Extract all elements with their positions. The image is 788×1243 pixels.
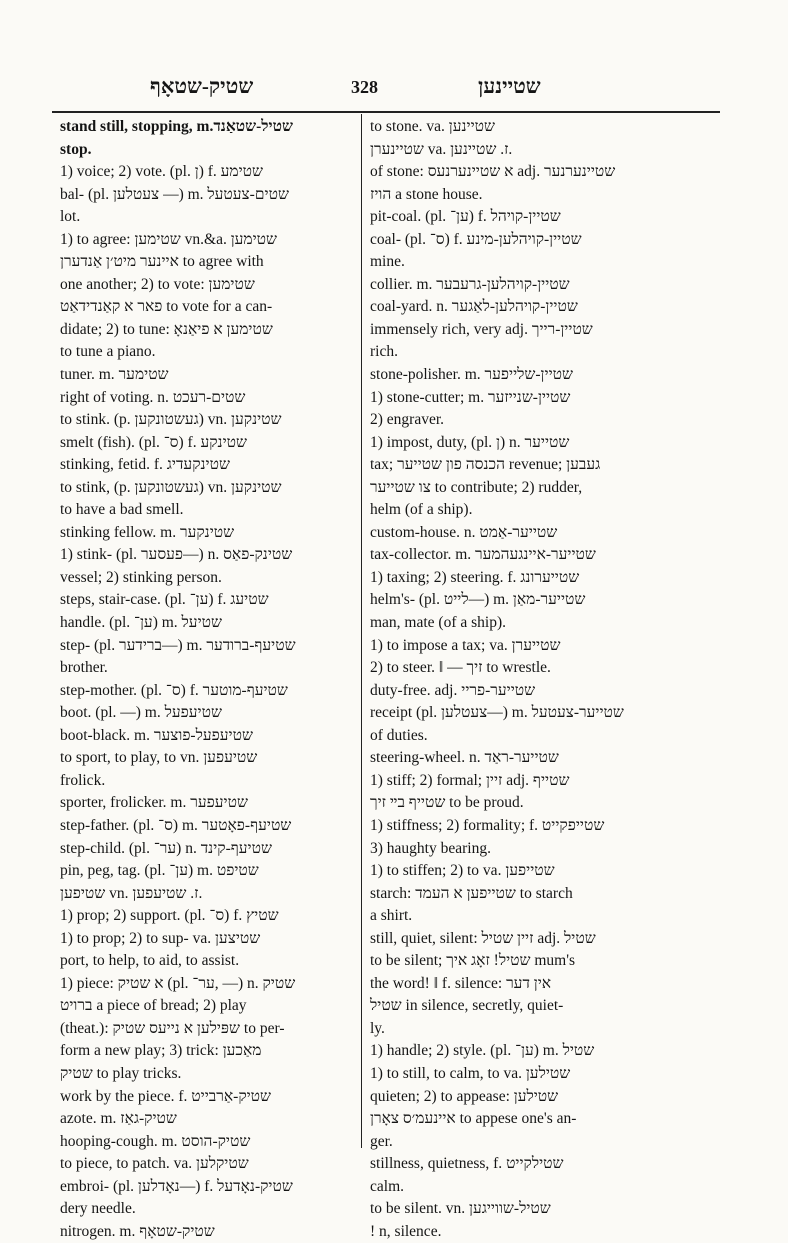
dictionary-line: 1) stink- (pl. פעסער—) n. שטינק-פאַס [60,546,293,564]
dictionary-line: brother. [60,659,108,677]
dictionary-line: bal- (pl. צעטלען —) m. שטים-צעטעל [60,185,289,203]
dictionary-line: 1) handle; 2) style. (pl. ען־) m. שטיל [370,1042,595,1060]
dictionary-line: to tune a piano. [60,343,156,361]
dictionary-line: smelt (fish). (pl. ס־) f. שטינקע [60,433,247,451]
dictionary-line: frolick. [60,771,106,789]
dictionary-line: immensely rich, very adj. שטיין-רייך [370,320,593,338]
dictionary-line: handle. (pl. ען־) m. שטיעל [60,614,222,632]
dictionary-line: 1) impost, duty, (pl. ן) n. שטייער [370,433,570,451]
dictionary-line: to stink, (p. געשטונקען) vn. שטינקען [60,478,282,496]
dictionary-line: embroi- (pl. נאָדלען—) f. שטיק-נאָדעל [60,1177,293,1195]
dictionary-line: steps, stair-case. (pl. ען־) f. שטיעג [60,591,269,609]
dictionary-line: stop. [60,140,92,158]
dictionary-line: boot-black. m. שטיעפעל-פוצער [60,726,253,744]
dictionary-line: tax; הכנסה פון שטייער revenue; געבען [370,456,601,474]
dictionary-line: to be silent; שטיל! זאָג איך mum's [370,952,576,970]
dictionary-line: pit-coal. (pl. ען־) f. שטיין-קויהל [370,208,561,226]
dictionary-line: starch: שטייפען א העמד to starch [370,884,573,902]
dictionary-line: of duties. [370,726,428,744]
dictionary-line: still, quiet, silent: זיין שטיל adj. שטיל [370,929,596,947]
dictionary-line: stand still, stopping, m.שטיל-שטאַנד [60,118,293,135]
dictionary-line: 1) taxing; 2) steering. f. שטייערונג [370,568,580,586]
dictionary-line: step-child. (pl. ער־) n. שטיעף-קינד [60,839,272,857]
dictionary-line: receipt (pl. צעטלען—) m. שטייער-צעטעל [370,704,624,722]
dictionary-line: to have a bad smell. [60,501,184,519]
dictionary-line: coal-yard. n. שטיין-קויהלען-לאַגער [370,298,578,316]
dictionary-line: 2) engraver. [370,411,445,429]
dictionary-line: dery needle. [60,1200,136,1218]
dictionary-line: ! n, silence. [370,1222,442,1240]
dictionary-line: איינעמ׳ס צאָרן to appese one's an- [370,1110,577,1128]
dictionary-line: שטיינערן va. ז. שטיינען. [370,140,513,158]
dictionary-line: quieten; 2) to appease: שטילען [370,1087,559,1105]
dictionary-line: mine. [370,253,405,271]
dictionary-line: הויז a stone house. [370,185,483,203]
dictionary-line: 1) to stiffen; 2) to va. שטייפען [370,862,555,880]
dictionary-line: one another; 2) to vote: שטימען [60,275,255,293]
dictionary-line: שטייף בײ זיך to be proud. [370,794,524,812]
dictionary-line: 1) to still, to calm, to va. שטילען [370,1064,571,1082]
dictionary-line: 2) to steer. ‖ — זיך to wrestle. [370,659,551,677]
dictionary-line: of stone: א שטיינערנעס adj. שטיינערנער [370,163,616,181]
dictionary-line: sporter, frolicker. m. שטיעפער [60,794,248,812]
right-column [370,116,652,1243]
dictionary-line: to piece, to patch. va. שטיקלען [60,1155,249,1173]
dictionary-line: azote. m. שטיק-גאַז [60,1110,177,1128]
left-column [60,116,356,1243]
column-divider [361,114,362,1148]
dictionary-line: 1) voice; 2) vote. (pl. ן) f. שטימע [60,163,264,181]
dictionary-line: 1) prop; 2) support. (pl. ס־) f. שטיץ [60,907,279,925]
dictionary-line: boot. (pl. —) m. שטיעפעל [60,704,222,722]
dictionary-line: שטיל in silence, secretly, quiet- [370,997,564,1015]
running-head-right: שטיינען [478,74,541,98]
dictionary-line: man, mate (of a ship). [370,614,507,632]
dictionary-line: to sport, to play, to vn. שטיעפען [60,749,258,767]
dictionary-line: ברויט a piece of bread; 2) play [60,997,247,1015]
dictionary-line: work by the piece. f. שטיק-אַרבייט [60,1087,272,1105]
dictionary-line: ly. [370,1019,385,1037]
running-head-left: שטיק-שטאָף [150,74,254,98]
dictionary-line: vessel; 2) stinking person. [60,568,222,586]
dictionary-line: port, to help, to aid, to assist. [60,952,240,970]
dictionary-line: tax-collector. m. שטייער-איינגעהמער [370,546,596,564]
dictionary-line: steering-wheel. n. שטייער-ראַד [370,749,559,767]
dictionary-line: stinking fellow. m. שטינקער [60,523,235,541]
dictionary-line: a shirt. [370,907,413,925]
dictionary-line: צו שטייער to contribute; 2) rudder, [370,478,583,496]
dictionary-line: 1) to agree: שטימען vn.&a. שטימען [60,230,278,248]
dictionary-line: to stone. va. שטיינען [370,118,496,135]
dictionary-line: 1) piece: א שטיק (pl. ער־, —) n. שטיק [60,974,296,992]
dictionary-line: step-mother. (pl. ס־) f. שטיעף-מוטער [60,681,288,699]
dictionary-line: איינער מיט׳ן אַנדערן to agree with [60,253,264,271]
dictionary-line: step-father. (pl. ס־) m. שטיעף-פאָטער [60,816,292,834]
dictionary-line: helm (of a ship). [370,501,473,519]
dictionary-line: to be silent. vn. שטיל-שווייגען [370,1200,551,1218]
dictionary-line: 1) to impose a tax; va. שטייערן [370,636,561,654]
dictionary-line: step- (pl. ברידער—) m. שטיעף-ברודער [60,636,296,654]
dictionary-line: pin, peg, tag. (pl. ען־) m. שטיפט [60,862,259,880]
header-rule [52,111,720,113]
dictionary-line: hooping-cough. m. שטיק-הוסט [60,1132,251,1150]
dictionary-line: stone-polisher. m. שטיין-שלייפער [370,366,573,384]
dictionary-line: 3) haughty bearing. [370,839,491,857]
dictionary-line: 1) stiffness; 2) formality; f. שטייפקייט [370,816,605,834]
page-number: 328 [351,77,378,97]
dictionary-line: to stink. (p. געשטונקען) vn. שטינקען [60,411,282,429]
dictionary-line: שטיפען vn. ז. שטיעפען. [60,884,203,902]
dictionary-line: rich. [370,343,398,361]
dictionary-line: 1) to prop; 2) to sup- va. שטיצען [60,929,261,947]
dictionary-line: the word! ‖ f. silence: אין דער [370,974,552,992]
dictionary-line: tuner. m. שטימער [60,366,169,384]
dictionary-line: helm's- (pl. לייט—) m. שטייער-מאַן [370,591,586,609]
dictionary-line: (theat.): שפּילען א נייעס שטיק to per- [60,1019,285,1037]
dictionary-line: פאר א קאַנדידאַט to vote for a can- [60,298,273,316]
dictionary-line: form a new play; 3) trick: מאַכען [60,1042,262,1060]
dictionary-line: collier. m. שטיין-קויהלען-גרעבער [370,275,570,293]
dictionary-line: 1) stone-cutter; m. שטיין-שנייזער [370,388,571,406]
dictionary-line: didate; 2) to tune: שטימען א פיאַנאָ [60,320,273,338]
dictionary-line: coal- (pl. ס־) f. שטיין-קויהלען-מינע [370,230,582,248]
dictionary-line: stillness, quietness, f. שטילקייט [370,1155,564,1173]
dictionary-line: ger. [370,1132,393,1150]
dictionary-line: calm. [370,1177,404,1195]
dictionary-line: nitrogen. m. שטיק-שטאָף [60,1222,215,1240]
dictionary-line: custom-house. n. שטייער-אַמט [370,523,558,541]
dictionary-line: lot. [60,208,81,226]
dictionary-line: stinking, fetid. f. שטינקעדיג [60,456,230,474]
dictionary-line: שטיק to play tricks. [60,1064,182,1082]
dictionary-line: right of voting. n. שטים-רעכט [60,388,246,406]
dictionary-line: 1) stiff; 2) formal; זיין adj. שטייף [370,771,570,789]
dictionary-line: duty-free. adj. שטייער-פריי [370,681,536,699]
